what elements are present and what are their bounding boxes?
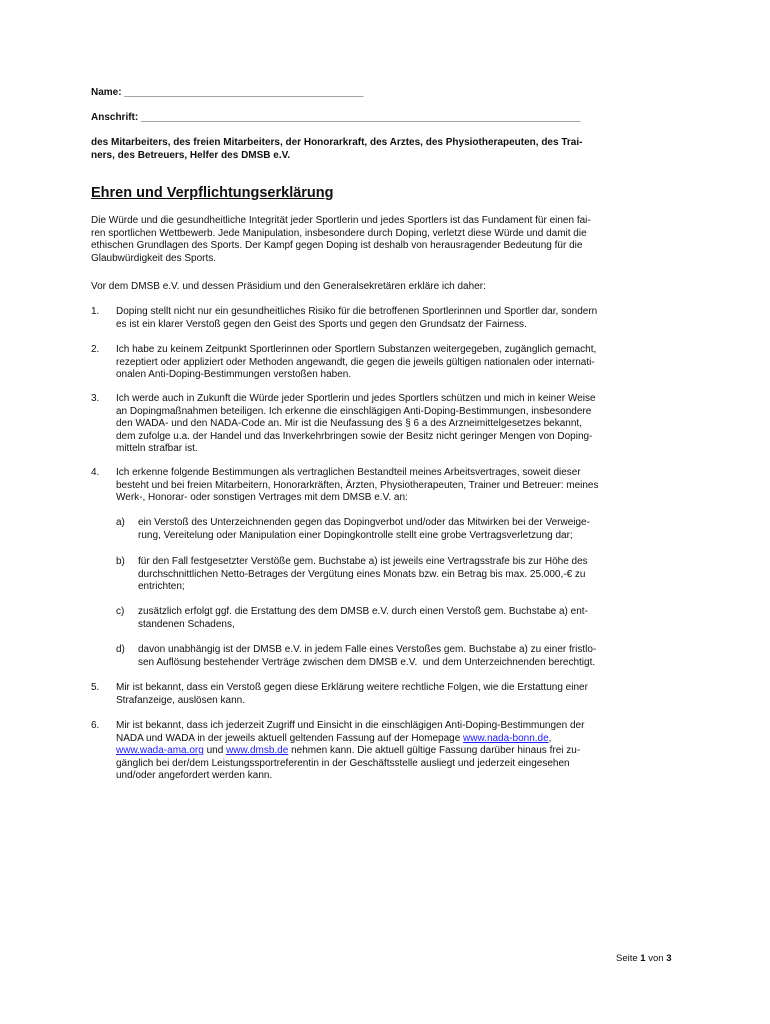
dmsb-link[interactable]: www.dmsb.de (226, 745, 289, 757)
intro-paragraph: Die Würde und die gesundheitliche Integrität jeder Sportlerin und jedes Sportlers ist das Fundament für einen fai- ren sportlichen Wettbewerb. Jede Manipulation, insbesondere durch Doping, verletzt diese Würde und damit die ethischen Grundlagen des Sports. Der Kampf gegen Doping ist deshalb von herausragender Bedeutung für die Glaubwürdigkeit des Sports. (91, 215, 591, 264)
list-item-text: Mir ist bekannt, dass ein Verstoß gegen diese Erklärung weitere rechtliche Folgen, wie die Erstattung einer Strafanzeige, auslösen kann. (116, 682, 588, 706)
list-item-number: 5. (91, 682, 100, 693)
list-item-number: 6. (91, 720, 100, 731)
list-item-text: Ich erkenne folgende Bestimmungen als vertraglichen Bestandteil meines Arbeitsvertrages, soweit dieser besteht und bei freien Mitarbeitern, Honorarkräften, Ärzten, Physiotherapeuten, Trainer und Betreuer: meines Werk-, Honorar- oder sonstigen Vertrages mit dem DMSB e.V. an: (116, 467, 599, 504)
list-item-number: 3. (91, 393, 100, 404)
list-item-number: 1. (91, 306, 100, 317)
sub-list-item-text: für den Fall festgesetzter Verstöße gem. Buchstabe a) ist jeweils eine Vertragsstrafe bis zur Höhe des durchschnittlichen Netto-Betrages der Vergütung eines Monats bzw. ein Betrag bis max. 25.000,-€ zu entrichten; (138, 556, 588, 593)
list-item-number: 4. (91, 467, 100, 478)
sub-list-item-text: davon unabhängig ist der DMSB e.V. in jedem Falle eines Verstoßes gem. Buchstabe a) zu einer fristlo- sen Auflösung bestehender Verträge zwischen dem DMSB e.V. und dem Unterzeichnenden berechtigt. (138, 644, 597, 668)
list-item-text: Ich werde auch in Zukunft die Würde jeder Sportlerin und jedes Sportlers schützen und mich in keiner Weise an Dopingmaßnahmen beteiligen. Ich erkenne die einschlägigen Anti-Doping-Bestimmungen, insbesondere den WADA- und den NADA-Code an. Mir ist die Neufassung des § 6 a des Arzneimittelgesetzes bekannt, dem zufolge u.a. der Handel und das Inverkehrbringen sowie der Besitz nicht geringer Mengen von Doping- mitteln strafbar ist. (116, 393, 596, 455)
list-item-text: Ich habe zu keinem Zeitpunkt Sportlerinnen oder Sportlern Substanzen weitergegeben, zugänglich gemacht, rezeptiert oder appliziert oder Methoden angewandt, die gegen die jeweils gültigen nationalen oder internati- onalen Anti-Doping-Bestimmungen verstoßen haben. (116, 344, 597, 381)
sub-list-item-letter: d) (116, 644, 125, 655)
declaration-intro: Vor dem DMSB e.V. und dessen Präsidium und den Generalsekretären erkläre ich daher: (91, 281, 486, 292)
sub-list-item-letter: b) (116, 556, 125, 567)
name-field-line: Name: ___________________________________________ (91, 87, 364, 98)
list-item-number: 2. (91, 344, 100, 355)
list-item-text: Doping stellt nicht nur ein gesundheitliches Risiko für die betroffenen Sportlerinnen und Sportler dar, sondern es ist ein klarer Verstoß gegen den Geist des Sports und gegen den Grundsatz der Fairness. (116, 306, 598, 330)
role-description: des Mitarbeiters, des freien Mitarbeiters, der Honorarkraft, des Arztes, des Physiotherapeuten, des Trai- ners, des Betreuers, Helfer des DMSB e.V. (91, 137, 583, 161)
sub-list-item-letter: c) (116, 606, 125, 617)
sub-list-item-text: zusätzlich erfolgt ggf. die Erstattung des dem DMSB e.V. durch einen Verstoß gem. Buchstabe a) ent- standenen Schadens, (138, 606, 588, 630)
sub-list-item-text: ein Verstoß des Unterzeichnenden gegen das Dopingverbot und/oder das Mitwirken bei der Verweige- rung, Vereitelung oder Manipulation einer Dopingkontrolle stellt eine grobe Vertragsverletzung dar; (138, 517, 590, 541)
nada-link[interactable]: www.nada-bonn.de (463, 732, 549, 744)
page-number: Seite 1 von 3 (616, 953, 672, 964)
address-field-line: Anschrift: _______________________________________________________________________________ (91, 112, 581, 123)
page-title: Ehren und Verpflichtungserklärung (91, 185, 334, 201)
list-item-text: Mir ist bekannt, dass ich jederzeit Zugriff und Einsicht in die einschlägigen Anti-Doping-Bestimmungen der NADA und WADA in der jeweils aktuell geltenden Fassung auf der Homepage www.nada-bonn.de, www.wada-ama.org und www.dmsb.de nehmen kann. Die aktuell gültige Fassung darüber hinaus frei zu- gänglich bei der/dem Leistungssportreferentin in der Geschäftsstelle ausliegt und jederzeit eingesehen und/oder angefordert werden kann. (116, 720, 585, 782)
sub-list-item-letter: a) (116, 517, 125, 528)
wada-link[interactable]: www.wada-ama.org (116, 745, 204, 757)
